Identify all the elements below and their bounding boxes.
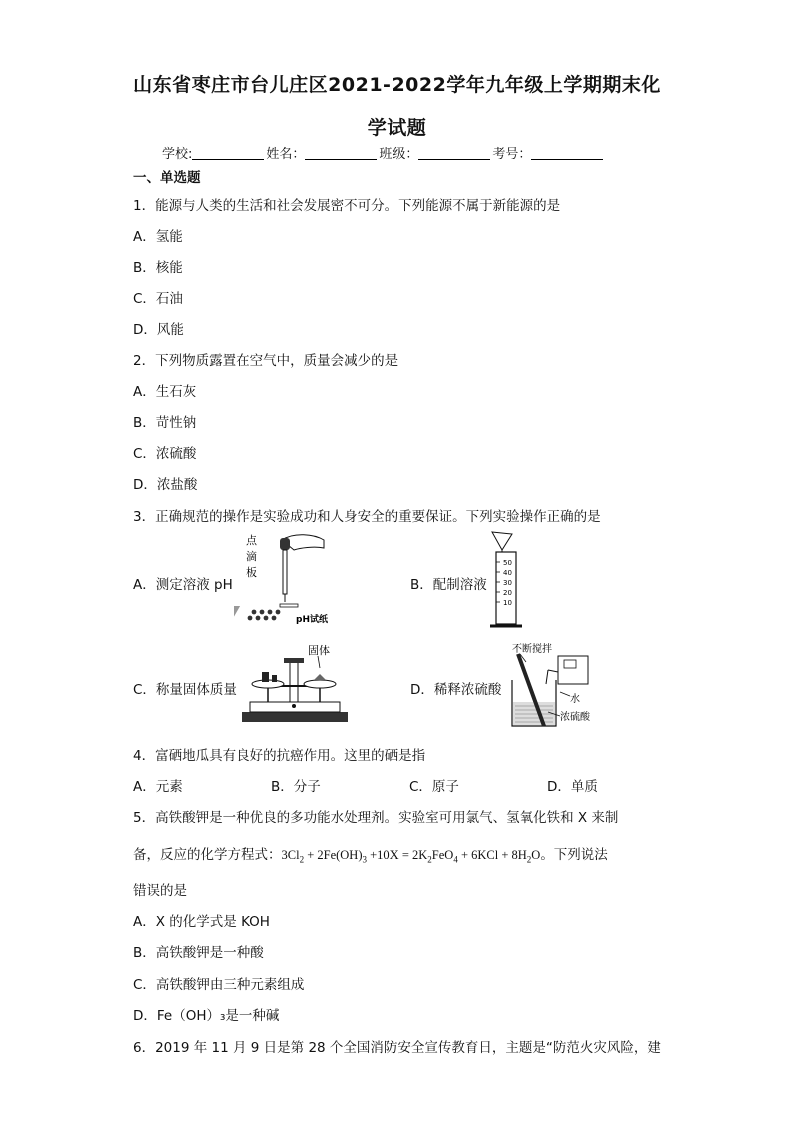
dilution-figure <box>500 640 630 730</box>
q1-option-a: A．氢能 <box>133 229 183 245</box>
balance-base-icon <box>242 712 348 722</box>
graduated-cylinder-figure <box>486 530 526 632</box>
dropper-bulb-icon <box>280 538 290 550</box>
tick-50: 50 <box>503 559 512 567</box>
q1-option-d: D．风能 <box>133 322 184 338</box>
fig-d-label-3: 浓硫酸 <box>560 712 590 723</box>
ph-test-figure <box>234 530 334 630</box>
q4-stem: 4．富硒地瓜具有良好的抗癌作用。这里的硒是指 <box>133 748 426 764</box>
section-heading: 一、单选题 <box>133 170 201 186</box>
q3-option-b: B．配制溶液 <box>410 577 487 593</box>
q1-option-b: B．核能 <box>133 260 183 276</box>
name-label: 姓名： <box>266 147 306 162</box>
q5-stem-line1: 5．高铁酸钾是一种优良的多功能水处理剂。实验室可用氯气、氢氧化铁和 X 来制 <box>133 810 619 826</box>
fig-d-label-1: 不断搅拌 <box>512 644 552 655</box>
class-label: 班级： <box>379 147 419 162</box>
q4-option-b: B．分子 <box>271 779 321 795</box>
q6-stem: 6．2019 年 11 月 9 日是第 28 个全国消防安全宣传教育日，主题是“防范火灾风险，建 <box>133 1040 661 1056</box>
q5-stem-pre: 备，反应的化学方程式： <box>133 847 282 863</box>
fig-a-label-2: 滴 <box>246 550 257 563</box>
school-label: 学校: <box>162 147 193 162</box>
fig-a-label-4: pH试纸 <box>296 615 328 625</box>
q2-option-a: A．生石灰 <box>133 384 197 400</box>
q1-stem: 1．能源与人类的生活和社会发展密不可分。下列能源不属于新能源的是 <box>133 198 561 214</box>
number-label: 考号： <box>492 147 532 162</box>
exam-title-line2: 学试题 <box>367 117 427 139</box>
tick-30: 30 <box>503 579 512 587</box>
q2-stem: 2．下列物质露置在空气中，质量会减少的是 <box>133 353 399 369</box>
chemical-equation: $3Cl_2 + 2Fe(OH)_3 +10X = 2K_2FeO_4 + 6KCl + 8H_2O$ <box>281 848 541 865</box>
q1-option-c: C．石油 <box>133 291 183 307</box>
q2-option-b: B．苛性钠 <box>133 415 197 431</box>
q3-option-a: A．测定溶液 pH <box>133 577 233 593</box>
q5-option-b: B．高铁酸钾是一种酸 <box>133 945 264 961</box>
q3-option-d: D．稀释浓硫酸 <box>410 682 502 698</box>
class-blank[interactable] <box>418 147 490 160</box>
q3-option-c: C．称量固体质量 <box>133 682 237 698</box>
exam-title-line1: 山东省枣庄市台儿庄区2021-2022学年九年级上学期期末化 <box>133 74 661 96</box>
dropper-tube-icon <box>283 550 287 594</box>
q5-stem-line2 <box>133 843 608 865</box>
student-info <box>162 143 605 162</box>
school-blank[interactable] <box>192 147 264 160</box>
fig-d-label-2: 水 <box>570 694 580 705</box>
tick-10: 10 <box>503 599 512 607</box>
balance-figure <box>240 640 350 730</box>
q2-option-d: D．浓盐酸 <box>133 477 198 493</box>
tick-40: 40 <box>503 569 512 577</box>
number-blank[interactable] <box>531 147 603 160</box>
fig-a-label-1: 点 <box>246 534 257 547</box>
fig-a-label-3: 板 <box>246 566 257 579</box>
q4-option-d: D．单质 <box>547 779 598 795</box>
fig-c-label: 固体 <box>308 644 330 657</box>
q5-option-c: C．高铁酸钾由三种元素组成 <box>133 977 305 993</box>
q3-stem: 3．正确规范的操作是实验成功和人身安全的重要保证。下列实验操作正确的是 <box>133 509 601 525</box>
right-pan-icon <box>304 680 336 688</box>
q4-option-c: C．原子 <box>409 779 459 795</box>
q5-option-a: A．X 的化学式是 KOH <box>133 914 270 930</box>
q5-stem-post: 。下列说法 <box>540 847 608 863</box>
q5-stem-line3: 错误的是 <box>133 883 187 899</box>
q4-option-a: A．元素 <box>133 779 183 795</box>
q2-option-c: C．浓硫酸 <box>133 446 197 462</box>
weight-icon <box>262 672 269 682</box>
name-blank[interactable] <box>305 147 377 160</box>
funnel-icon <box>492 532 512 550</box>
tick-20: 20 <box>503 589 512 597</box>
q5-option-d: D．Fe（OH）₃是一种碱 <box>133 1008 280 1024</box>
